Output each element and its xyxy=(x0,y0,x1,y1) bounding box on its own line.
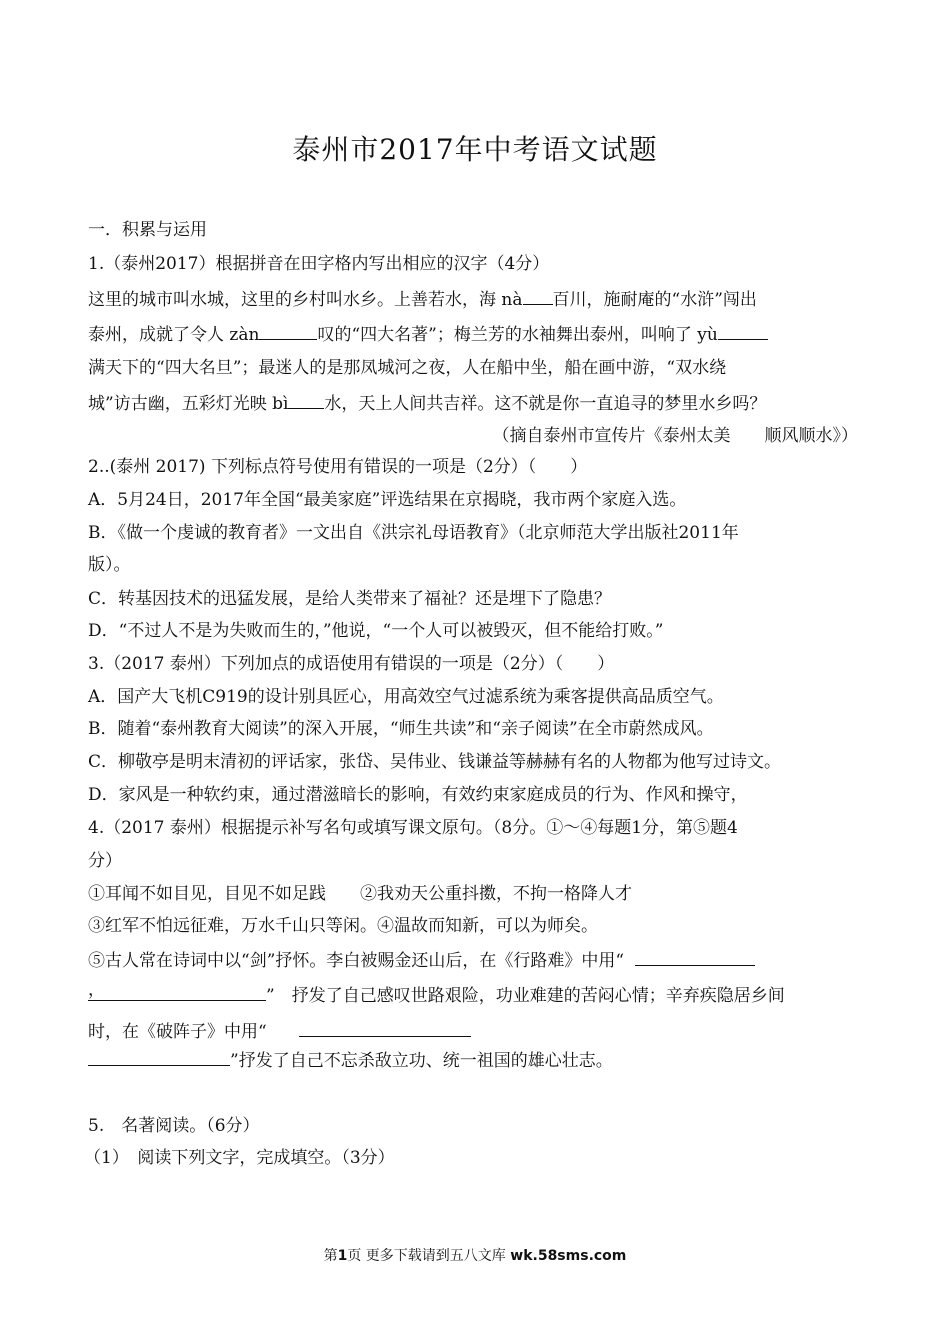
question-5-header: 5. 名著阅读。（6分） xyxy=(88,1116,260,1136)
question-4-line-6 xyxy=(88,1047,613,1073)
question-3-option-a: A．国产大飞机C919的设计别具匠心，用高效空气过滤系统为乘客提供高品质空气。 xyxy=(88,687,724,707)
question-3-option-c: C．柳敬亭是明末清初的评话家，张岱、吴伟业、钱谦益等赫赫有名的人物都为他写过诗文。 xyxy=(88,752,782,772)
footer-text: 页 更多下载请到五八文库 xyxy=(347,1248,506,1264)
text-segment: 泰州，成就了令人 zàn xyxy=(88,325,260,345)
question-4-header: 4.（2017 泰州）根据提示补写名句或填写课文原句。（8分。①～④每题1分，第⑤题4 xyxy=(88,818,738,838)
blank-pozhenzi-1[interactable] xyxy=(299,1018,471,1037)
question-4-line-4 xyxy=(88,982,785,1008)
question-1-header: 1.（泰州2017）根据拼音在田字格内写出相应的汉字（4分） xyxy=(88,254,550,274)
text-segment: ⑤古人常在诗词中以“剑”抒怀。李白被赐金还山后，在《行路难》中用“ xyxy=(88,951,625,971)
question-2-option-b: B．《做一个虔诚的教育者》一文出自《洪宗礼母语教育》（北京师范大学出版社2011年 xyxy=(88,523,739,543)
question-4-line-5 xyxy=(88,1018,471,1044)
question-4-line-3 xyxy=(88,947,755,973)
text-segment: ”抒发了自己不忘杀敌立功、统一祖国的雄心壮志。 xyxy=(230,1051,613,1071)
text-segment: 时，在《破阵子》中用“ xyxy=(88,1022,267,1042)
page-number: 1 xyxy=(337,1248,348,1264)
question-4-line-1: ①耳闻不如目见，目见不如足践 ②我劝天公重抖擞，不拘一格降人才 xyxy=(88,884,632,904)
question-5-sub-1: （1） 阅读下列文字，完成填空。（3分） xyxy=(84,1148,395,1168)
blank-pozhenzi-2[interactable] xyxy=(88,1047,230,1066)
blank-xinglunan-2[interactable] xyxy=(88,982,266,1001)
question-2-option-d: D．“不过人不是为失败而生的，”他说，“一个人可以被毁灭，但不能给打败。” xyxy=(88,621,664,641)
question-2-option-a: A．5月24日，2017年全国“最美家庭”评选结果在京揭晓，我市两个家庭入选。 xyxy=(88,490,687,510)
question-2-header: 2..(泰州 2017) 下列标点符号使用有错误的一项是（2分）（ ） xyxy=(88,457,588,477)
question-4-header-cont: 分） xyxy=(88,851,122,871)
question-2-option-c: C．转基因技术的迅猛发展，是给人类带来了福祉？还是埋下了隐患？ xyxy=(88,589,612,609)
comma-text: ， xyxy=(88,980,105,1000)
section-heading: 一．积累与运用 xyxy=(88,220,207,240)
footer-site-link[interactable]: wk.58sms.com xyxy=(510,1248,627,1264)
question-3-header: 3.（2017 泰州）下列加点的成语使用有错误的一项是（2分）（ ） xyxy=(88,654,615,674)
text-segment: 百川，施耐庵的“水浒”闯出 xyxy=(552,290,757,310)
question-1-line-3: 满天下的“四大名旦”；最迷人的是那凤城河之夜，人在船中坐，船在画中游，“双水绕 xyxy=(88,358,727,378)
blank-xinglunan-1[interactable] xyxy=(635,947,755,966)
text-segment: 叹的“四大名著”；梅兰芳的水袖舞出泰州，叫响了 yù xyxy=(317,325,718,345)
blank-zan[interactable] xyxy=(259,321,317,340)
question-4-line-2: ③红军不怕远征难，万水千山只等闲。④温故而知新，可以为师矣。 xyxy=(88,916,598,936)
blank-na[interactable] xyxy=(523,286,553,305)
question-1-line-4 xyxy=(88,390,766,416)
blank-yu[interactable] xyxy=(718,321,768,340)
text-segment: 水，天上人间共吉祥。这不就是你一直追寻的梦里水乡吗？ xyxy=(324,394,767,414)
question-1-line-1 xyxy=(88,286,757,312)
blank-bi[interactable] xyxy=(288,390,324,409)
text-segment: ” 抒发了自己感叹世路艰险，功业难建的苦闷心情；辛弃疾隐居乡间 xyxy=(266,986,785,1006)
page-title: 泰州市2017年中考语文试题 xyxy=(292,133,658,166)
question-1-source: （摘自泰州市宣传片《泰州太美 顺风顺水》） xyxy=(492,426,858,446)
question-1-line-2 xyxy=(88,321,768,347)
text-segment: 城”访古幽，五彩灯光映 bì xyxy=(88,394,289,414)
page-footer xyxy=(0,1245,950,1265)
question-3-option-b: B．随着“泰州教育大阅读”的深入开展，“师生共读”和“亲子阅读”在全市蔚然成风。 xyxy=(88,719,714,739)
footer-prefix: 第 xyxy=(323,1248,338,1264)
question-2-option-b-cont: 版）。 xyxy=(88,555,131,575)
text-segment: 这里的城市叫水城，这里的乡村叫水乡。上善若水，海 nà xyxy=(88,290,523,310)
question-3-option-d: D．家风是一种软约束，通过潜滋暗长的影响，有效约束家庭成员的行为、作风和操守， xyxy=(88,785,748,805)
